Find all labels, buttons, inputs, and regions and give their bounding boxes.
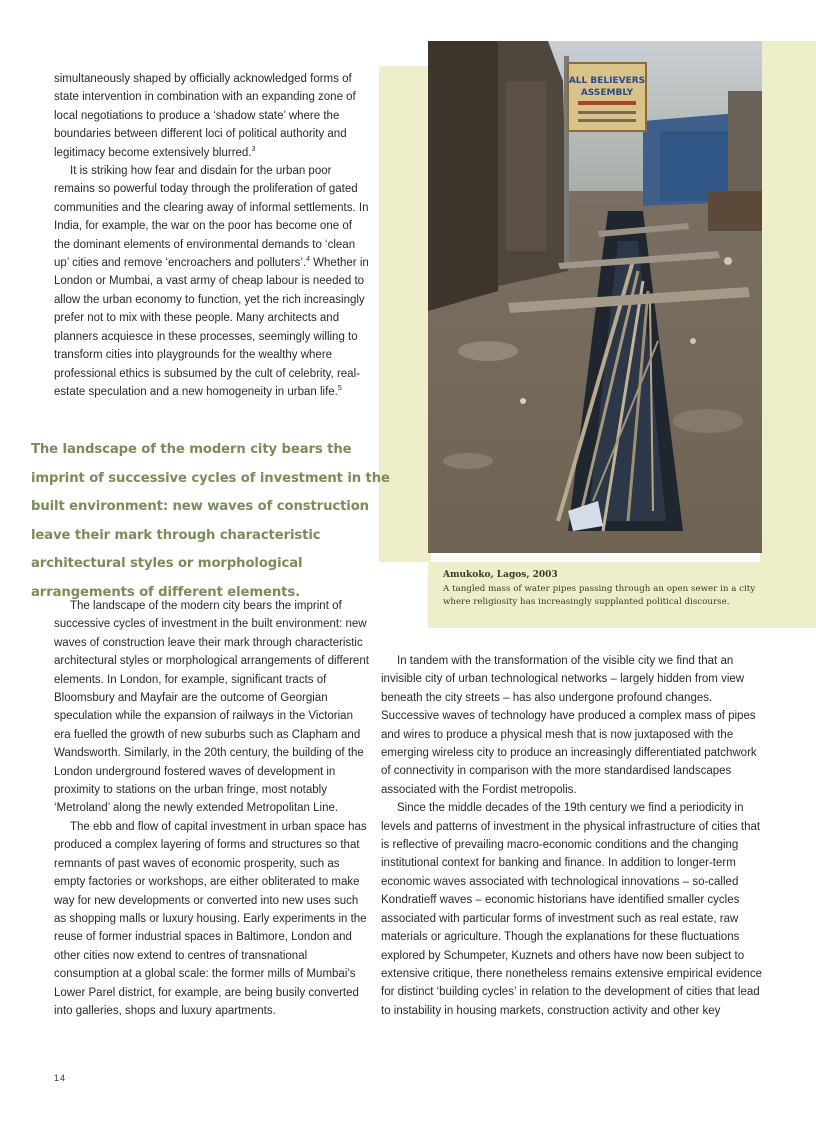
pull-quote: The landscape of the modern city bears the imprint of successive cycles of investment in the built environment: new waves of construction leave their mark through characteristic architectural styles or morphological arrangements of different elements. xyxy=(31,442,390,600)
paragraph: The ebb and flow of capital investment in urban space has produced a complex layering of forms and structures so that remnants of past waves of economic prosperity, such as empty factories or workshops, are either obliterated to make way for new developments or converted into new uses such as shopping malls or luxury housing. Early experiments in the reuse of former industrial spaces in Baltimore, London and other cities now extend to centres of transnational consumption at a global scale: the former mills of Mumbai’s Lower Parel district, for example, are being busily converted into galleries, shops and luxury apartments. xyxy=(54,820,367,1017)
photo-illustration xyxy=(428,41,762,553)
text-column-left-bottom xyxy=(54,597,370,1020)
paragraph: Since the middle decades of the 19th century we find a periodicity in levels and patterns of investment in the physical infrastructure of cities that is reflective of prevailing macro-economic conditions and the changing institutional context for banking and finance. In addition to longer-term economic waves associated with technological innovations – so-called Kondratieff waves – economic historians have identified smaller cycles associated with particular forms of investment such as real estate, raw materials or agriculture. Though the explanations for these fluctuations explored by Schumpeter, Kuznets and others have now been subject to extensive critique, there nonetheless remains extensive empirical evidence for distinct ‘building cycles’ in relation to the development of cities that lead to instability in housing markets, construction activity and other key xyxy=(381,802,762,1017)
paragraph-text: Whether in London or Mumbai, a vast army of cheap labour is needed to allow the urban economy to function, yet the rich increasingly prefer not to mix with these people. Many architects and planners acquiesce in these processes, seemingly willing to transform cities into playgrounds for the wealthy where professional ethics is subsumed by the cult of celebrity, real-estate speculation and a new homogeneity in urban life. xyxy=(54,257,369,398)
text-column-left-top xyxy=(54,70,370,401)
text-column-right xyxy=(381,652,765,1020)
photo-amukoko-lagos xyxy=(428,41,762,553)
paragraph: In tandem with the transformation of the visible city we find that an invisible city of urban technological networks – largely hidden from view beneath the city streets – has also undergone profound changes. Successive waves of technology have produced a complex mass of pipes and wires to produce a physical mesh that is now juxtaposed with the emerging wireless city to produce an increasingly differentiated patchwork of connectivity in comparison with the more standardised landscapes associated with the Fordist metropolis. xyxy=(381,655,757,796)
paragraph: The landscape of the modern city bears the imprint of successive cycles of investment in the built environment: new waves of construction leave their mark through characteristic architectural styles or morphological arrangements of different elements. In London, for example, significant tracts of Bloomsbury and Mayfair are the outcome of Georgian speculation while the expansion of railways in the Victorian era fuelled the growth of new suburbs such as Clapham and Wandsworth. Similarly, in the 20th century, the building of the London underground fostered waves of development in proximity to stations on the urban fringe, most notably ‘Metroland’ along the newly extended Metropolitan Line. xyxy=(54,600,369,815)
footnote-ref: 3 xyxy=(251,145,256,153)
figure-caption-title: Amukoko, Lagos, 2003 xyxy=(443,570,558,580)
footnote-ref: 5 xyxy=(337,385,342,393)
figure-caption-text: A tangled mass of water pipes passing through an open sewer in a city where religiosity has increasingly supplanted political discourse. xyxy=(443,584,756,607)
paragraph xyxy=(54,70,370,162)
sign-line-1: ALL BELIEVERS xyxy=(568,76,646,86)
footnote-ref: 4 xyxy=(306,256,310,264)
sign-line-2: ASSEMBLY xyxy=(580,88,634,98)
paragraph-text: simultaneously shaped by officially acknowledged forms of state intervention in combination with an expanding zone of local negotiations to produce a ‘shadow state’ where the boundaries between different loci of political authority and legitimacy become extensively blurred. xyxy=(54,73,356,159)
page-number: 14 xyxy=(54,1073,67,1083)
paragraph-text: It is striking how fear and disdain for the urban poor remains so powerful today through the proliferation of gated communities and the clearing away of informal settlements. In India, for example, the war on the poor has become one of the dominant elements of environmental demands to ‘clean up’ cities and remove ‘encroachers and polluters’. xyxy=(54,165,369,270)
paragraph xyxy=(54,162,370,401)
decor-panel-right xyxy=(760,41,816,589)
